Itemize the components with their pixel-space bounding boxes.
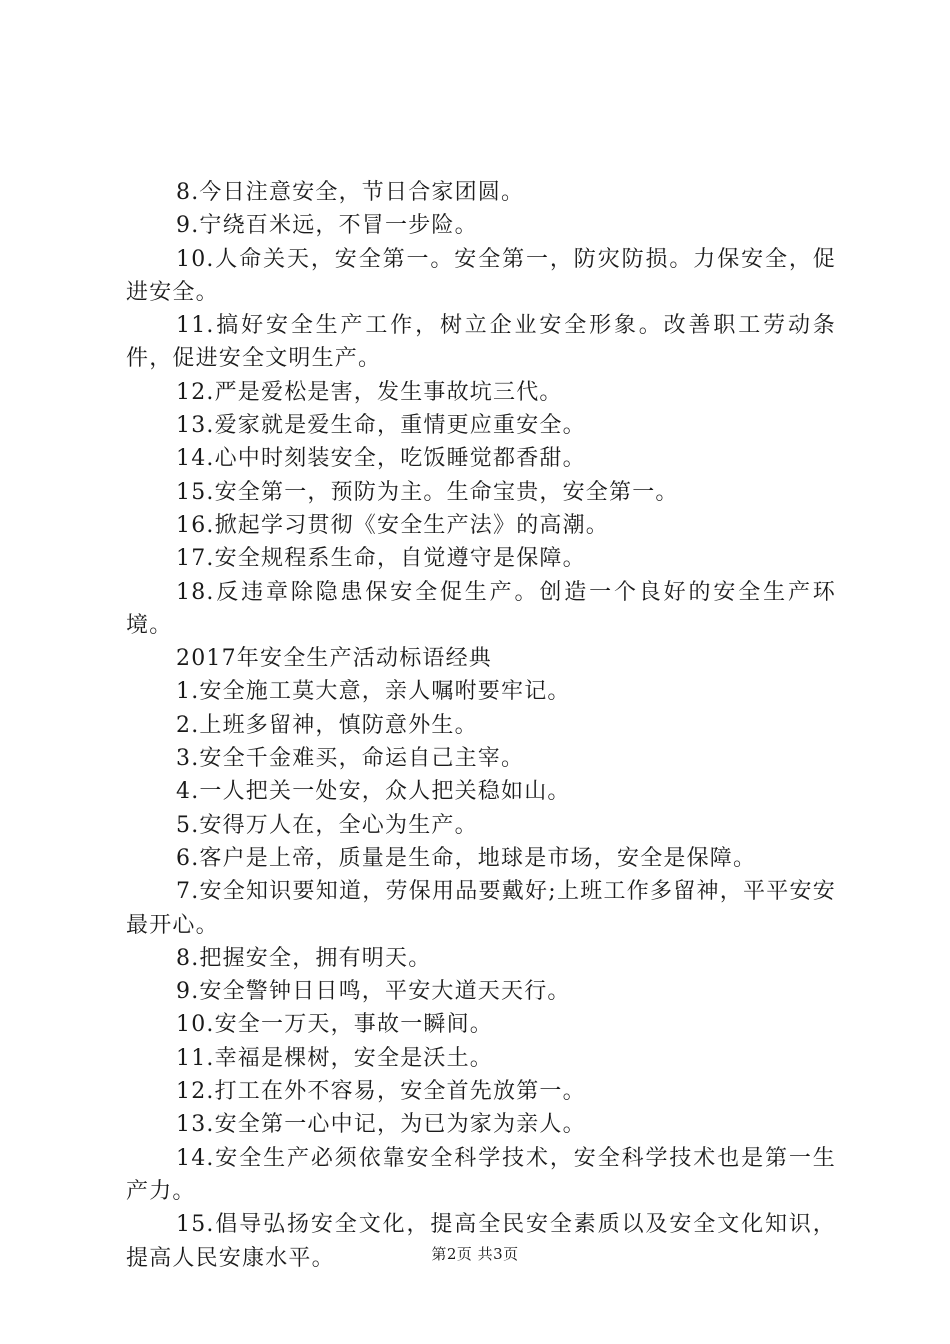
section-heading: 2017年安全生产活动标语经典 <box>176 646 492 672</box>
paragraph: 13.爱家就是爱生命，重情更应重安全。 <box>176 413 586 439</box>
paragraph: 12.打工在外不容易，安全首先放第一。 <box>176 1079 586 1105</box>
paragraph: 10.人命关天，安全第一。安全第一，防灾防损。力保安全，促进安全。 <box>126 246 836 305</box>
paragraph: 12.严是爱松是害，发生事故坑三代。 <box>176 379 563 405</box>
paragraph: 8.把握安全，拥有明天。 <box>176 945 432 971</box>
document-body <box>126 176 836 1275</box>
paragraph: 14.心中时刻装安全，吃饭睡觉都香甜。 <box>176 446 586 472</box>
paragraph: 4.一人把关一处安，众人把关稳如山。 <box>176 779 571 805</box>
paragraph: 11.搞好安全生产工作，树立企业安全形象。改善职工劳动条件，促进安全文明生产。 <box>126 313 836 372</box>
paragraph: 8.今日注意安全，节日合家团圆。 <box>176 180 525 205</box>
paragraph: 9.安全警钟日日鸣，平安大道天天行。 <box>176 979 571 1005</box>
paragraph: 17.安全规程系生命，自觉遵守是保障。 <box>176 546 586 572</box>
paragraph: 16.掀起学习贯彻《安全生产法》的高潮。 <box>176 512 609 538</box>
paragraph: 6.客户是上帝，质量是生命，地球是市场，安全是保障。 <box>176 845 757 871</box>
paragraph: 18.反违章除隐患保安全促生产。创造一个良好的安全生产环境。 <box>126 579 836 638</box>
paragraph: 11.幸福是棵树，安全是沃土。 <box>176 1045 493 1071</box>
page-footer <box>0 1243 950 1264</box>
paragraph: 3.安全千金难买，命运自己主宰。 <box>176 746 525 772</box>
paragraph: 14.安全生产必须依靠安全科学技术，安全科学技术也是第一生产力。 <box>126 1145 836 1204</box>
paragraph: 15.倡导弘扬安全文化，提高全民安全素质以及安全文化知识，提高人民安康水平。 <box>126 1212 836 1271</box>
paragraph: 1.安全施工莫大意，亲人嘱咐要牢记。 <box>176 679 571 705</box>
paragraph: 10.安全一万天，事故一瞬间。 <box>176 1012 493 1038</box>
paragraph: 2.上班多留神，慎防意外生。 <box>176 712 478 738</box>
paragraph: 9.宁绕百米远，不冒一步险。 <box>176 213 478 239</box>
paragraph: 13.安全第一心中记，为已为家为亲人。 <box>176 1112 586 1138</box>
page-number-label: 第2页 共3页 <box>431 1245 519 1263</box>
paragraph: 5.安得万人在，全心为生产。 <box>176 812 478 838</box>
paragraph: 7.安全知识要知道，劳保用品要戴好;上班工作多留神，平平安安最开心。 <box>126 879 836 938</box>
paragraph: 15.安全第一，预防为主。生命宝贵，安全第一。 <box>176 479 679 505</box>
